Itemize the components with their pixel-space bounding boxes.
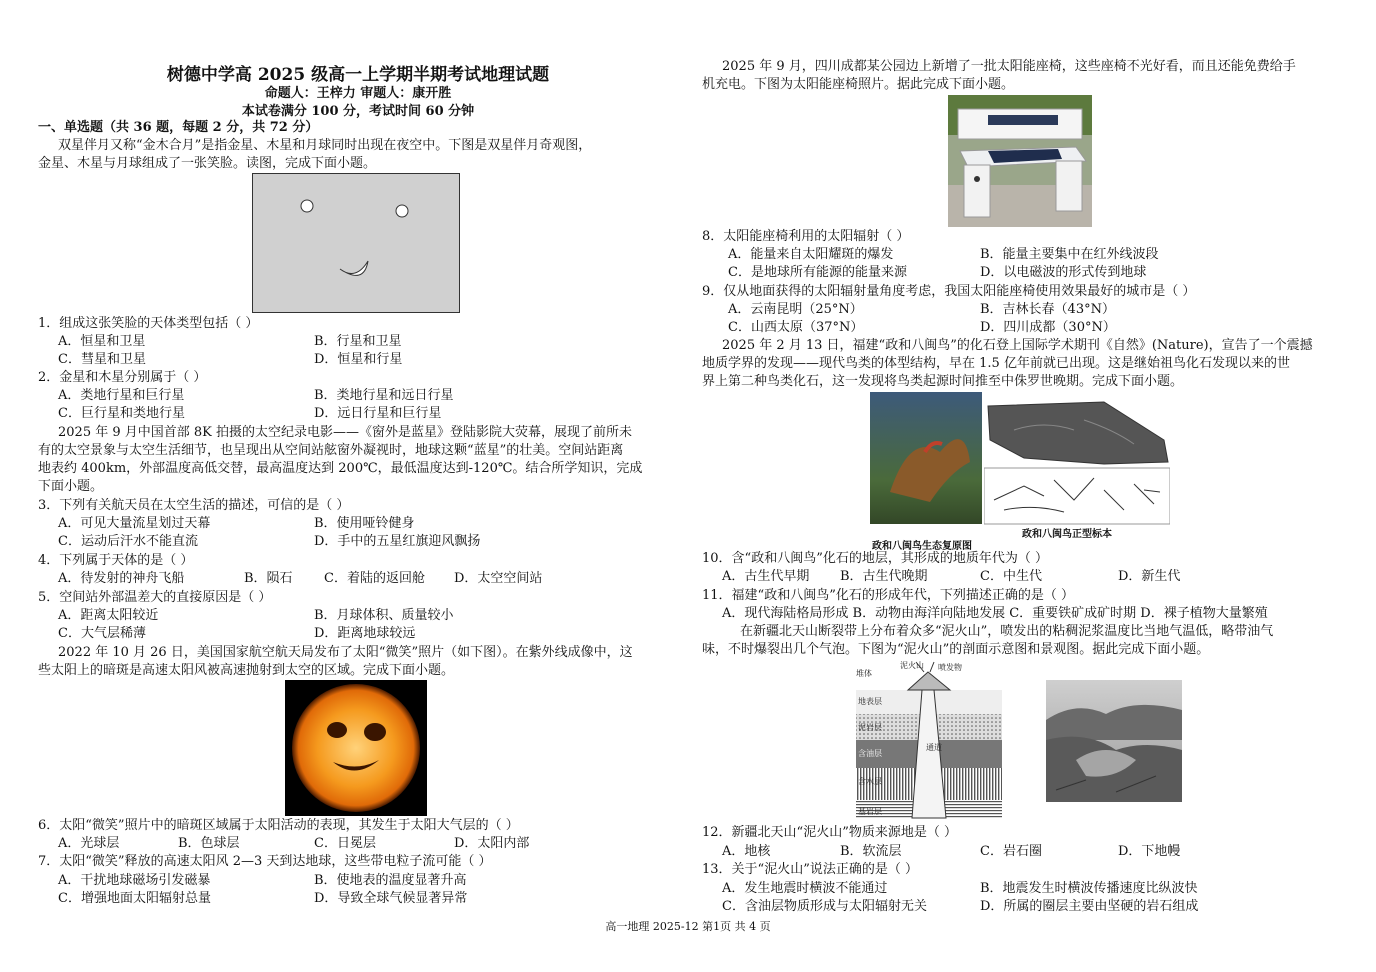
question-5: 5．空间站外部温差大的直接原因是（ ） <box>38 590 272 605</box>
question-11: 11．福建“政和八闽鸟”化石的形成年代，下列描述正确的是（ ） <box>702 588 1074 603</box>
q3-option-d: D．手中的五星红旗迎风飘扬 <box>314 534 481 549</box>
q5-option-d: D．距离地球较远 <box>314 626 416 641</box>
q12-option-a: A．地核 <box>722 844 771 859</box>
q2-option-b: B．类地行星和远日行星 <box>314 388 454 403</box>
sun-dark-spot-eye <box>364 723 386 741</box>
page-footer: 高一地理 2025-12 第1页 共 4 页 <box>605 920 771 933</box>
q10-option-b: B．古生代晚期 <box>840 569 928 584</box>
mud-volcano-landscape-photo <box>1046 680 1182 802</box>
fossil-slab-photo <box>988 402 1168 464</box>
q3-option-c: C．运动后汗水不能直流 <box>58 534 198 549</box>
question-4: 4．下列属于天体的是（ ） <box>38 553 194 568</box>
q12-option-b: B．软流层 <box>840 844 902 859</box>
q13-option-d: D．所属的圈层主要由坚硬的岩石组成 <box>980 899 1199 914</box>
q4-option-b: B．陨石 <box>244 571 293 586</box>
sun-dark-spot-eye <box>327 722 347 738</box>
bird-reconstruction-image <box>870 392 982 540</box>
diagram-label: 泥火山 <box>900 661 924 670</box>
intro-paragraph: 味，不时爆裂出几个气泡。下图为“泥火山”的剖面示意图和景观图。据此完成下面小题。 <box>702 642 1210 657</box>
q6-option-c: C．日冕层 <box>314 836 376 851</box>
q10-option-c: C．中生代 <box>980 569 1042 584</box>
mud-volcano-cross-section <box>854 660 1004 820</box>
exam-title: 树德中学高 2025 级高一上学期半期考试地理试题 <box>166 65 550 85</box>
q8-option-c: C．是地球所有能源的能量来源 <box>728 265 907 280</box>
q8-option-d: D．以电磁波的形式传到地球 <box>980 265 1147 280</box>
night-sky-background <box>253 174 460 313</box>
q6-option-b: B．色球层 <box>178 836 240 851</box>
exam-info: 本试卷满分 100 分，考试时间 60 分钟 <box>241 104 475 119</box>
sun-disk <box>292 684 420 812</box>
q9-option-a: A．云南昆明（25°N） <box>728 302 863 317</box>
q5-option-c: C．大气层稀薄 <box>58 626 146 641</box>
q8-option-b: B．能量主要集中在红外线波段 <box>980 247 1159 262</box>
diagram-label: 地表层 <box>858 697 882 706</box>
question-3: 3．下列有关航天员在太空生活的描述，可信的是（ ） <box>38 498 350 513</box>
q6-option-a: A．光球层 <box>58 836 120 851</box>
q3-option-a: A．可见大量流星划过天幕 <box>58 516 211 531</box>
diagram-label: 堆体 <box>856 669 872 678</box>
q7-option-d: D．导致全球气候显著异常 <box>314 891 468 906</box>
intro-paragraph: 2022 年 10 月 26 日，美国国家航空航天局发布了太阳“微笑”照片（如下图）。在紫外线成像中，这 <box>58 645 633 660</box>
venus-icon <box>301 200 313 212</box>
q7-option-a: A．干扰地球磁场引发磁暴 <box>58 873 211 888</box>
intro-paragraph: 下面小题。 <box>38 479 104 494</box>
q12-option-c: C．岩石圈 <box>980 844 1042 859</box>
q2-option-c: C．巨行星和类地行星 <box>58 406 185 421</box>
q7-option-b: B．使地表的温度显著升高 <box>314 873 467 888</box>
intro-paragraph: 金星、木星与月球组成了一张笑脸。读图，完成下面小题。 <box>38 156 377 171</box>
diagram-label: 含水层 <box>858 777 882 786</box>
solar-bench-photo <box>948 95 1092 227</box>
q4-option-a: A．待发射的神舟飞船 <box>58 571 185 586</box>
question-13: 13．关于“泥火山”说法正确的是（ ） <box>702 862 918 877</box>
intro-paragraph: 2025 年 9 月中国首部 8K 拍摄的太空纪录电影——《窗外是蓝星》登陆影院大荧幕，展现了前所未 <box>58 425 633 440</box>
q2-option-d: D．远日行星和巨行星 <box>314 406 442 421</box>
q12-option-d: D．下地幔 <box>1118 844 1181 859</box>
diagram-label: 通道 <box>926 743 942 752</box>
intro-paragraph: 地表约 400km，外部温度高低交替，最高温度达到 200℃，最低温度达到-120℃。结合所学知识，完成 <box>38 461 643 476</box>
q1-option-b: B．行星和卫星 <box>314 334 402 349</box>
question-12: 12．新疆北天山“泥火山”物质来源地是（ ） <box>702 825 957 840</box>
question-7: 7．太阳“微笑”释放的高速太阳风 2—3 天到达地球，这些带电粒子流可能（ ） <box>38 854 492 869</box>
intro-paragraph: 在新疆北天山断裂带上分布着众多“泥火山”，喷发出的粘稠泥浆温度比当地气温低，略带油气 <box>740 624 1274 639</box>
diagram-label: 喷发物 <box>938 663 962 672</box>
twin-planets-moon-figure <box>252 173 460 313</box>
intro-paragraph: 界上第二种鸟类化石，这一发现将鸟类起源时间推至中侏罗世晚期。完成下面小题。 <box>702 374 1184 389</box>
bird-fossil-specimen <box>984 400 1170 526</box>
question-8: 8．太阳能座椅利用的太阳辐射（ ） <box>702 229 910 244</box>
q10-option-a: A．古生代早期 <box>722 569 810 584</box>
diagram-label: 基岩层 <box>858 807 882 816</box>
q9-option-c: C．山西太原（37°N） <box>728 320 864 335</box>
intro-paragraph: 双星伴月又称“金木合月”是指金星、木星和月球同时出现在夜空中。下图是双星伴月奇观图， <box>58 138 592 153</box>
question-1: 1．组成这张笑脸的天体类型包括（ ） <box>38 316 259 331</box>
q9-option-d: D．四川成都（30°N） <box>980 320 1116 335</box>
q3-option-b: B．使用哑铃健身 <box>314 516 415 531</box>
intro-paragraph: 2025 年 9 月，四川成都某公园边上新增了一批太阳能座椅，这些座椅不光好看，而且还能免费给手 <box>722 59 1296 74</box>
q13-option-c: C．含油层物质形成与太阳辐射无关 <box>722 899 927 914</box>
diagram-label: 含油层 <box>858 749 882 758</box>
question-6: 6．太阳“微笑”照片中的暗斑区域属于太阳活动的表现，其发生于太阳大气层的（ ） <box>38 818 519 833</box>
q10-option-d: D．新生代 <box>1118 569 1181 584</box>
q13-option-b: B．地震发生时横波传播速度比纵波快 <box>980 881 1198 896</box>
intro-paragraph: 地质学界的发现——现代鸟类的体型结构，早在 1.5 亿年前就已出现。这是继始祖鸟化石发现以来的世 <box>702 356 1290 371</box>
exam-authors: 命题人：王梓力 审题人：康开胜 <box>264 86 452 101</box>
jupiter-icon <box>396 205 408 217</box>
q2-option-a: A．类地行星和巨行星 <box>58 388 185 403</box>
intro-paragraph: 机充电。下图为太阳能座椅照片。据此完成下面小题。 <box>702 77 1015 92</box>
q6-option-d: D．太阳内部 <box>454 836 530 851</box>
figure-caption: 政和八闽鸟正型标本 <box>1022 529 1112 540</box>
q1-option-a: A．恒星和卫星 <box>58 334 146 349</box>
section-heading: 一、单选题（共 36 题，每题 2 分，共 72 分） <box>38 120 319 135</box>
intro-paragraph: 些太阳上的暗斑是高速太阳风被高速抛射到太空的区域。完成下面小题。 <box>38 663 455 678</box>
intro-paragraph: 有的太空景象与太空生活细节，也呈现出从空间站舷窗外凝视时，地球这颗“蓝星”的壮美。空间站距离 <box>38 443 624 458</box>
q4-option-c: C．着陆的返回舱 <box>324 571 425 586</box>
q5-option-a: A．距离太阳较近 <box>58 608 159 623</box>
q9-option-b: B．吉林长春（43°N） <box>980 302 1115 317</box>
q1-option-d: D．恒星和行星 <box>314 352 403 367</box>
diagram-label: 泥岩层 <box>858 723 882 732</box>
q4-option-d: D．太空空间站 <box>454 571 543 586</box>
question-2: 2．金星和木星分别属于（ ） <box>38 370 207 385</box>
q5-option-b: B．月球体积、质量较小 <box>314 608 454 623</box>
intro-paragraph: 2025 年 2 月 13 日，福建“政和八闽鸟”的化石登上国际学术期刊《自然》(Nature)，宣告了一个震撼 <box>722 338 1313 353</box>
q8-option-a: A．能量来自太阳耀斑的爆发 <box>728 247 894 262</box>
question-9: 9．仅从地面获得的太阳辐射量角度考虑，我国太阳能座椅使用效果最好的城市是（ ） <box>702 284 1196 299</box>
figure-caption: 政和八闽鸟生态复原图 <box>872 541 972 552</box>
q1-option-c: C．彗星和卫星 <box>58 352 146 367</box>
mud-cone <box>908 672 950 690</box>
q7-option-c: C．增强地面太阳辐射总量 <box>58 891 211 906</box>
q11-options: A．现代海陆格局形成 B．动物由海洋向陆地发展 C．重要铁矿成矿时期 D．裸子植物大量繁殖 <box>722 606 1268 621</box>
smiling-sun-photo <box>285 680 427 816</box>
q13-option-a: A．发生地震时横波不能通过 <box>722 881 888 896</box>
question-10: 10．含“政和八闽鸟”化石的地层，其形成的地质年代为（ ） <box>702 551 1048 566</box>
